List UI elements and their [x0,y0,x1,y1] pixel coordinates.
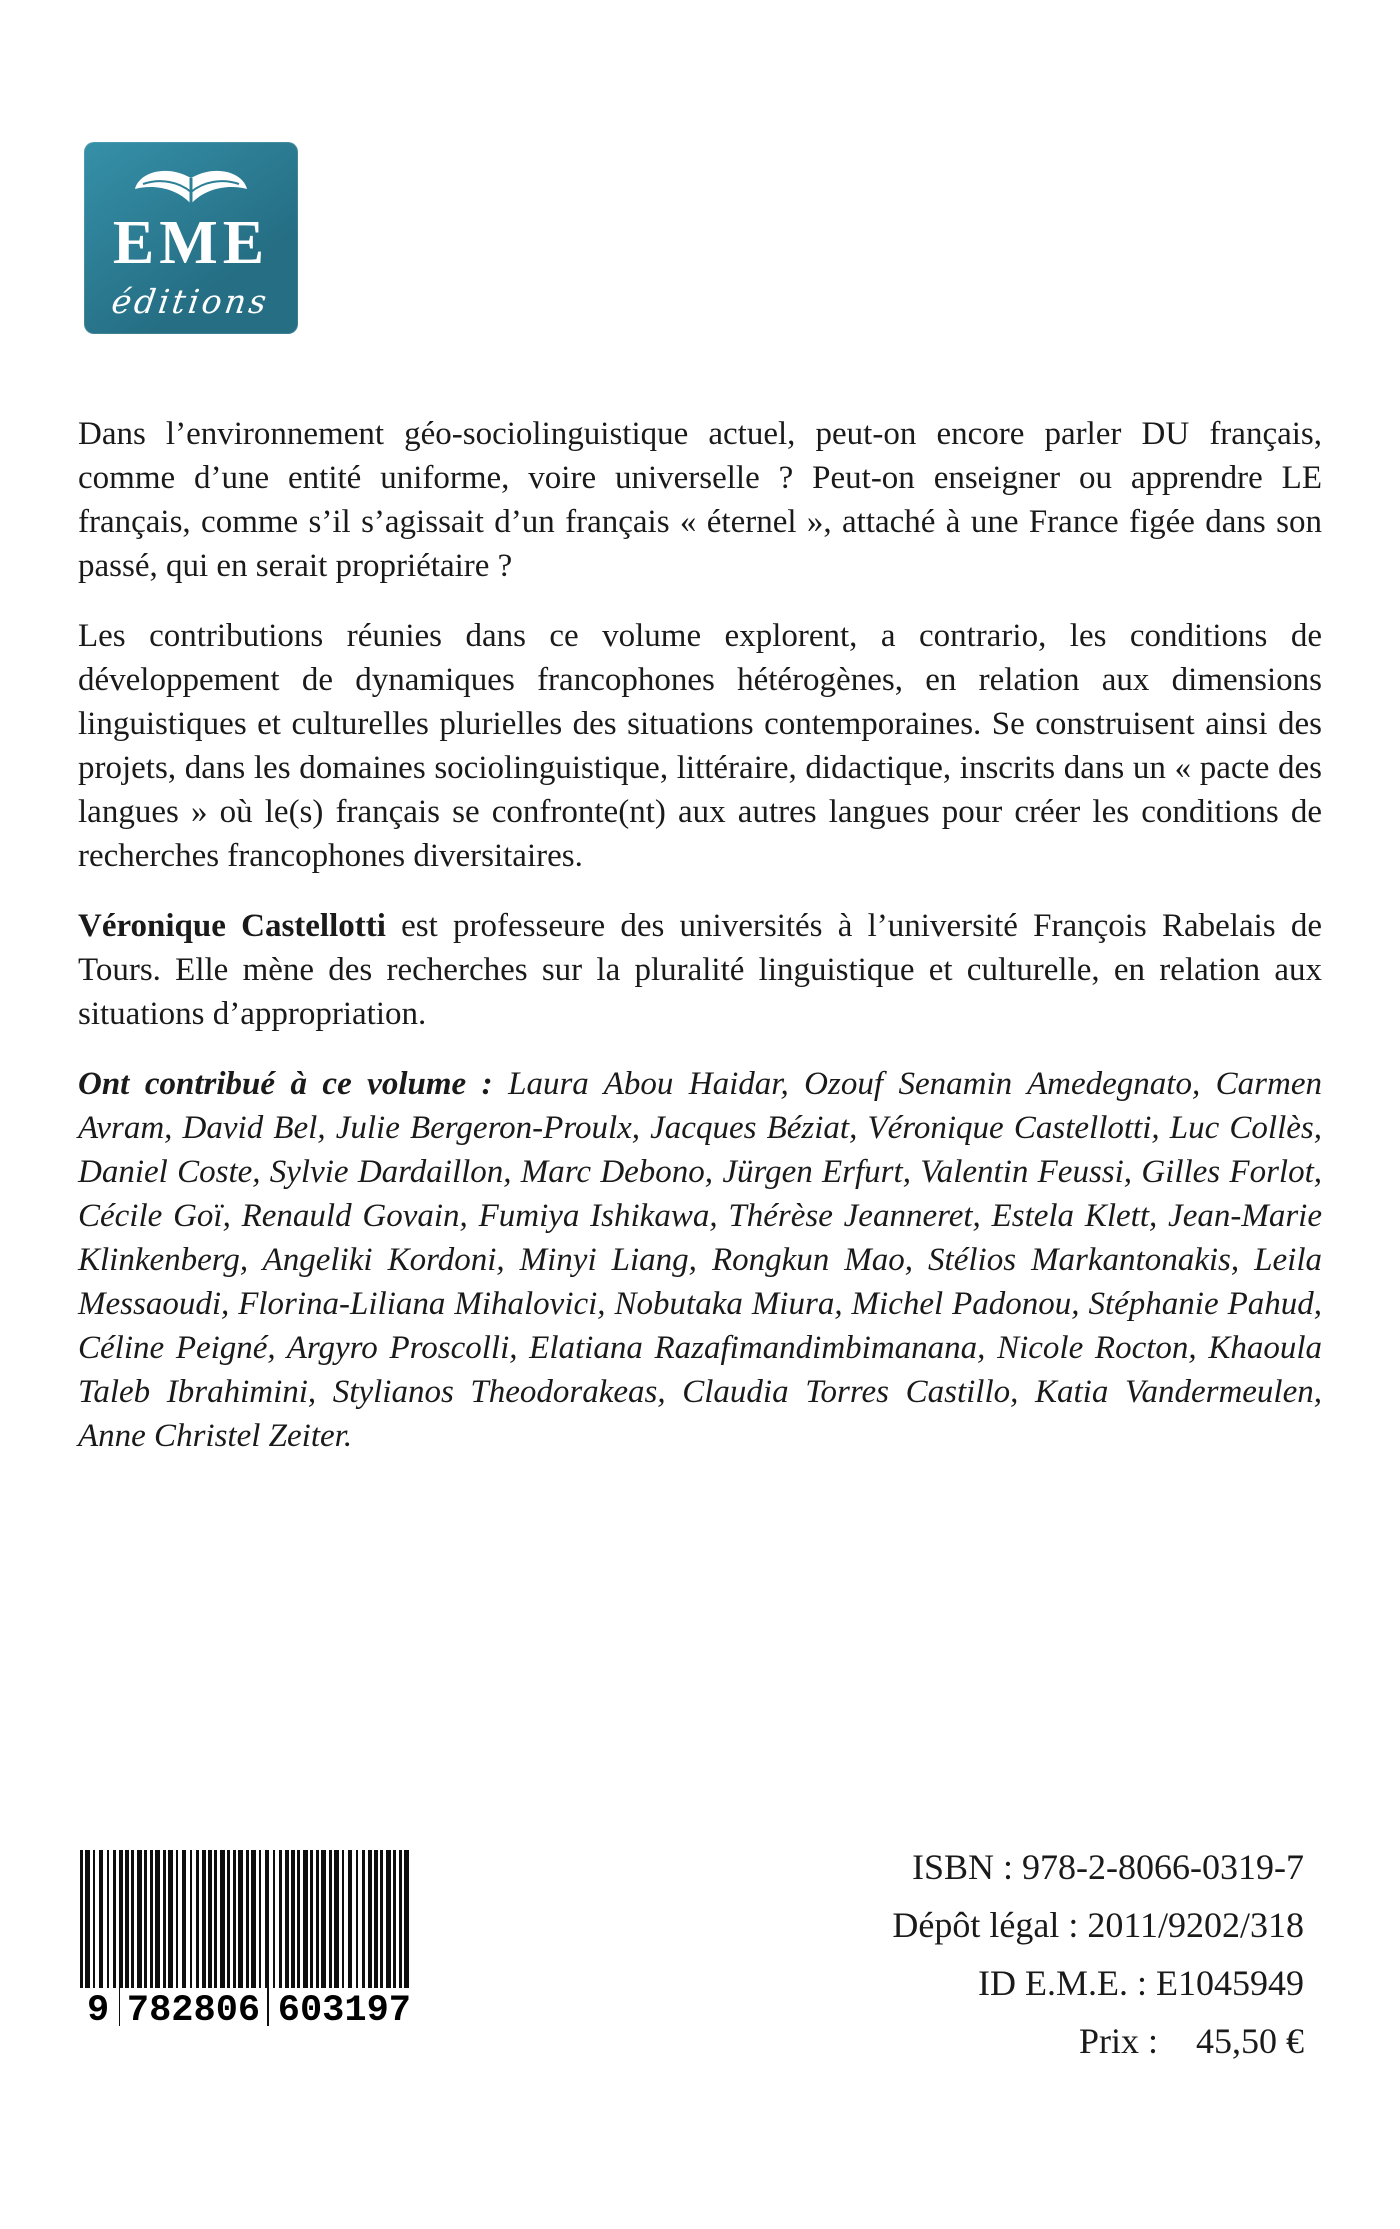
isbn-line: ISBN : 978-2-8066-0319-7 [912,1847,1304,1887]
contributors-names: Laura Abou Haidar, Ozouf Senamin Amedegnato, Carmen Avram, David Bel, Julie Bergeron-Proulx, Jacques Béziat, Véronique Castellotti, Luc Collès, Daniel Coste, Sylvie Dardaillon, Marc Debono, Jürgen Erfurt, Valentin Feussi, Gilles Forlot, Cécile Goï, Renauld Govain, Fumiya Ishikawa, Thérèse Jeanneret, Estela Klett, Jean-Marie Klinkenberg, Angeliki Kordoni, Minyi Liang, Rongkun Mao, Stélios Markantonakis, Leila Messaoudi, Florina-Liliana Mihalovici, Nobutaka Miura, Michel Padonou, Stéphanie Pahud, Céline Peigné, Argyro Proscolli, Elatiana Razafimandimbimanana, Nicole Rocton, Khaoula Taleb Ibrahimini, Stylianos Theodorakeas, Claudia Torres Castillo, Katia Vandermeulen, Anne Christel Zeiter. [78,1066,1322,1454]
barcode-digit-group1: 782806 [120,1988,267,2034]
author-bio-paragraph [78,904,1322,1036]
contributors-lead: Ont contribué à ce volume : [78,1066,509,1102]
price-value: 45,50 € [1196,2021,1304,2061]
author-name: Véronique Castellotti [78,908,386,944]
synopsis-paragraph-2: Les contributions réunies dans ce volume explorent, a contrario, les conditions de développement de dynamiques francophones hétérogènes, en relation aux dimensions linguistiques et culturelles plurielles des situations contemporaines. Se construisent ainsi des projets, dans les domaines sociolinguistique, littéraire, didactique, inscrits dans un « pacte des langues » où le(s) français se confronte(nt) aux autres langues pour créer les conditions de recherches francophones diversitaires. [78,618,1322,874]
author-bio-text: est professeure des universités à l’université François Rabelais de Tours. Elle mène des recherches sur la pluralité linguistique et culturelle, en relation aux situations d’appropriation. [78,908,1322,1032]
publisher-logo [84,142,298,334]
synopsis-paragraph-1: Dans l’environnement géo-sociolinguistique actuel, peut-on encore parler DU français, comme d’une entité uniforme, voire universelle ? Peut-on enseigner ou apprendre LE français, comme s’il s’agissait d’un français « éternel », attaché à une France figée dans son passé, qui en serait propriétaire ? [78,416,1322,584]
open-book-icon [127,154,255,210]
price-label: Prix : [1078,2021,1158,2061]
barcode-digits [80,1988,418,2034]
contributors-paragraph [78,1062,1322,1458]
barcode-digit-first: 9 [80,1988,116,2034]
publisher-subtitle: éditions [109,282,273,321]
id-eme-line: ID E.M.E. : E1045949 [978,1963,1304,2003]
barcode-digit-group2: 603197 [271,1988,418,2034]
publisher-name: EME [112,209,270,277]
depot-legal-line: Dépôt légal : 2011/9202/318 [892,1905,1304,1945]
publication-info [892,1838,1304,2070]
barcode [80,1850,418,2042]
back-cover-text [78,412,1322,1484]
price-line [892,2012,1304,2070]
